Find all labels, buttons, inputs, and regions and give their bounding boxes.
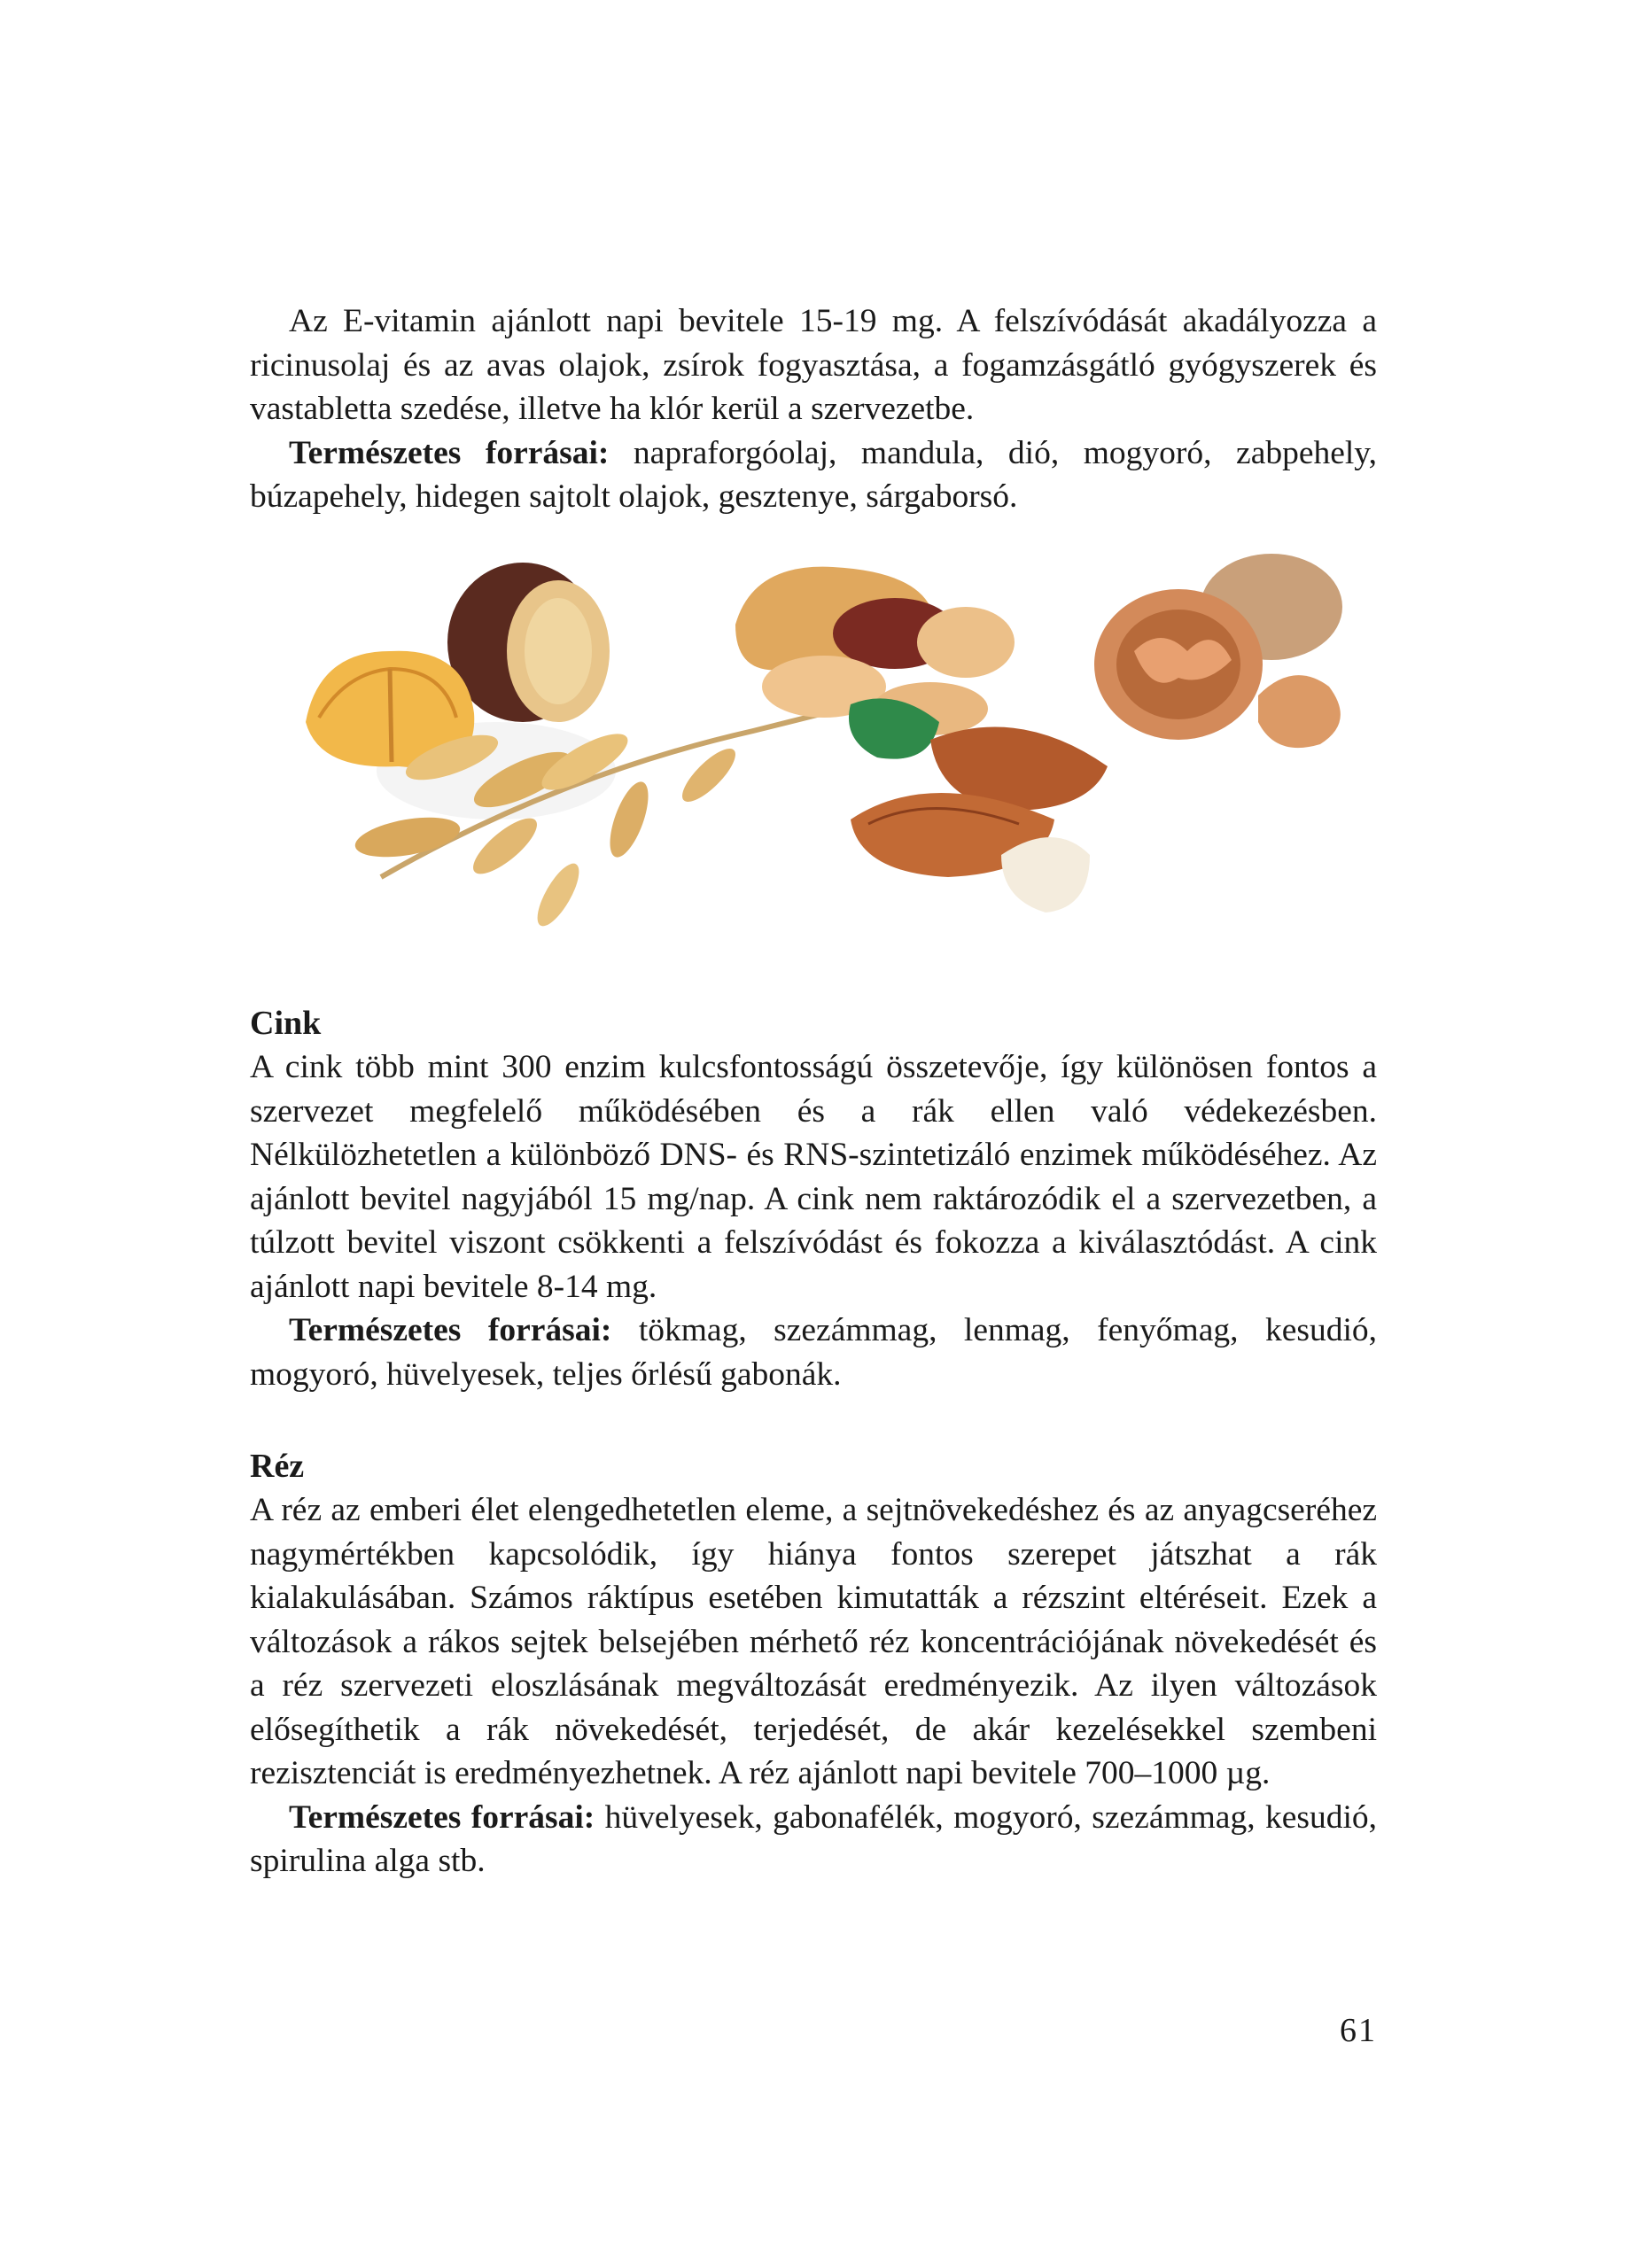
intro-section: [250, 299, 1377, 519]
sources-text: tökmag, szezámmag, lenmag, fenyőmag, kesudió, mogyoró, hüvelyesek, teljes őrlésű gabonák.: [250, 1312, 1377, 1393]
nuts-illustration: [292, 554, 1382, 997]
almond-icon: [849, 698, 1108, 913]
intro-paragraph: Az E-vitamin ajánlott napi bevitele 15-19 mg. A felszívódását akadályozza a ricinusolaj és az avas olajok, zsírok fogyasztása, a fogamzásgátló gyógyszerek és vastabletta szedése, illetve ha klór kerül a szervezetbe.: [250, 303, 1377, 427]
rez-paragraph: A réz az emberi élet elengedhetetlen eleme, a sejtnövekedéshez és az anyagcseréhez nagymértékben kapcsolódik, így hiánya fontos szerepet játszhat a rák kialakulásában. Számos ráktípus esetében kimutatták a rézszint eltéréseit. Ezek a változások a rákos sejtek belsejében mérhető réz koncentrációjának növekedését és a réz szervezeti eloszlásának megváltozását eredményezik. Az ilyen változások elősegíthetik a rák növekedését, terjedését, de akár kezelésekkel szembeni rezisztenciát is eredményezhetnek. A réz ajánlott napi bevitele 700–1000 µg.: [250, 1492, 1377, 1791]
sources-label: Természetes forrásai:: [289, 1798, 595, 1836]
walnut-icon: [1094, 554, 1342, 748]
cink-heading: Cink: [250, 1005, 322, 1042]
sources-text: napraforgóolaj, mandula, dió, mogyoró, zabpehely, búzapehely, hidegen sajtolt olajok, gesztenye, sárgaborsó.: [250, 434, 1377, 515]
sources-label: Természetes forrásai:: [289, 434, 610, 471]
cink-sources: [250, 1309, 1377, 1396]
sources-text: hüvelyesek, gabonafélék, mogyoró, szezámmag, kesudió, spirulina alga stb.: [250, 1798, 1377, 1879]
sources-label: Természetes forrásai:: [289, 1312, 612, 1348]
intro-sources: [250, 431, 1377, 519]
page-number: 61: [1340, 2012, 1377, 2049]
rez-section: [250, 1444, 1377, 1884]
rez-sources: [250, 1796, 1377, 1884]
rez-heading: Réz: [250, 1448, 305, 1485]
cink-section: [250, 1001, 1377, 1396]
cink-paragraph: A cink több mint 300 enzim kulcsfontosságú összetevője, így különösen fontos a szervezet megfelelő működésében és a rák ellen való védekezésben. Nélkülözhetetlen a különböző DNS- és RNS-szintetizáló enzimek működéséhez. Az ajánlott bevitel nagyjából 15 mg/nap. A cink nem raktározódik el a szervezetben, a túlzott bevitel viszont csökkenti a felszívódást és fokozza a kiválasztódást. A cink ajánlott napi bevitele 8-14 mg.: [250, 1049, 1377, 1305]
